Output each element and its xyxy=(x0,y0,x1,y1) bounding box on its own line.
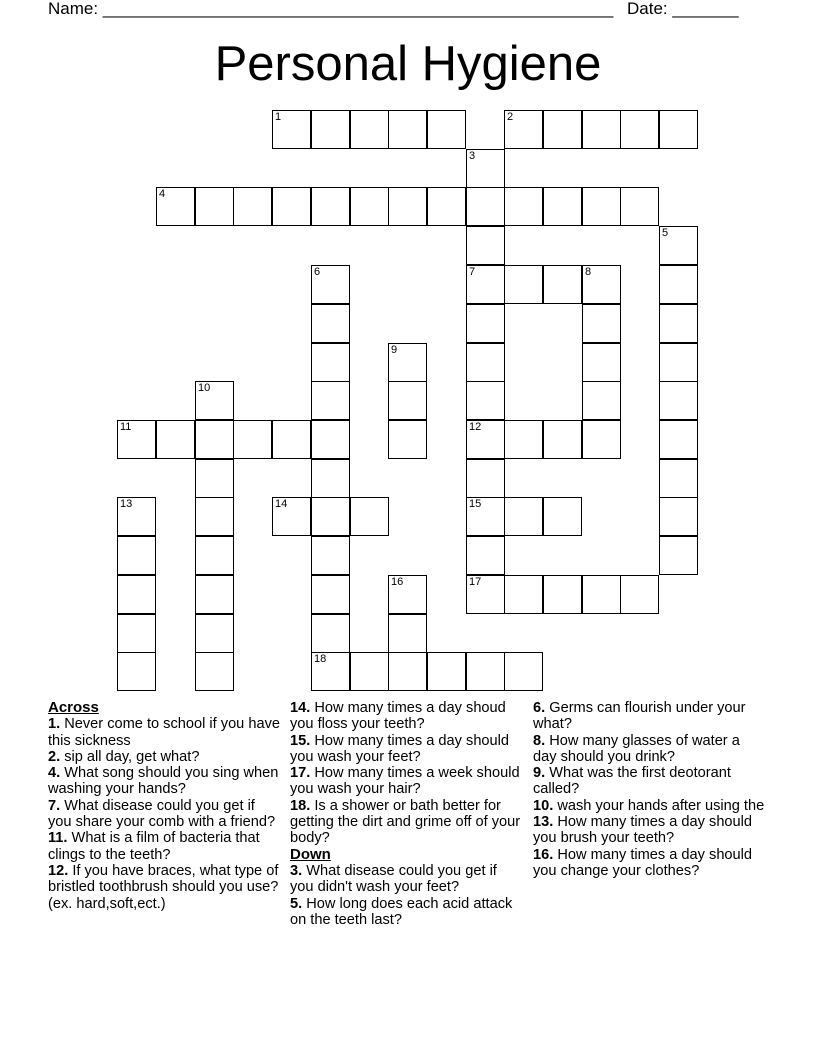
grid-cell[interactable] xyxy=(311,420,350,459)
cell-number: 2 xyxy=(507,111,514,123)
cell-number: 14 xyxy=(275,498,288,510)
clue-across-4: 4. What song should you sing when washing your hands? xyxy=(48,765,279,798)
across-heading: Across xyxy=(48,699,99,716)
name-line: Name: ______________________________________________________ xyxy=(48,0,614,18)
clue-across-11: 11. What is a film of bacteria that clings to the teeth? xyxy=(48,830,260,863)
grid-cell[interactable] xyxy=(466,459,505,498)
grid-cell[interactable] xyxy=(117,536,156,575)
grid-cell[interactable] xyxy=(195,497,234,536)
cell-number: 15 xyxy=(469,498,482,510)
grid-cell[interactable] xyxy=(311,343,350,382)
grid-cell[interactable] xyxy=(272,497,311,536)
grid-cell[interactable] xyxy=(195,614,234,653)
grid-cell[interactable] xyxy=(659,381,698,420)
clue-down-9: 9. What was the first deotorant called? xyxy=(533,765,731,798)
clue-down-3: 3. What disease could you get if you didn't wash your feet? xyxy=(290,862,497,896)
grid-cell[interactable] xyxy=(466,343,505,382)
grid-cell[interactable] xyxy=(543,497,582,536)
page-title: Personal Hygiene xyxy=(214,37,602,91)
grid-cell[interactable] xyxy=(620,575,659,614)
grid-cell[interactable] xyxy=(543,265,582,304)
grid-cell[interactable] xyxy=(311,459,350,498)
cell-number: 17 xyxy=(469,576,482,588)
grid-cell[interactable] xyxy=(504,575,543,614)
clue-across-18: 18. Is a shower or bath better for getting the dirt and grime off of your body? xyxy=(290,797,521,847)
clue-across-12: 12. If you have braces, what type of bristled toothbrush should you use? (ex. hard,soft,ect.) xyxy=(48,862,279,912)
cell-number: 12 xyxy=(469,421,482,433)
date-line: Date: _______ xyxy=(627,0,739,18)
grid-cell[interactable] xyxy=(388,187,427,226)
grid-cell[interactable] xyxy=(659,343,698,382)
clue-across-14: 14. How many times a day shoud you floss your teeth? xyxy=(290,700,506,733)
grid-cell[interactable] xyxy=(504,652,543,691)
grid-cell[interactable] xyxy=(582,304,621,343)
clue-down-5: 5. How long does each acid attack on the teeth last? xyxy=(290,895,513,928)
grid-cell[interactable] xyxy=(272,420,311,459)
grid-cell[interactable] xyxy=(272,187,311,226)
grid-cell[interactable] xyxy=(543,575,582,614)
grid-cell[interactable] xyxy=(466,265,505,304)
grid-cell[interactable] xyxy=(427,187,466,226)
clue-across-2: 2. sip all day, get what? xyxy=(48,748,200,765)
grid-cell[interactable] xyxy=(659,459,698,498)
clue-across-15: 15. How many times a day should you wash your feet? xyxy=(290,732,510,765)
grid-cell[interactable] xyxy=(311,614,350,653)
grid-cell[interactable] xyxy=(311,381,350,420)
grid-cell[interactable] xyxy=(388,110,427,149)
grid-cell[interactable] xyxy=(466,149,505,188)
grid-cell[interactable] xyxy=(466,187,505,226)
grid-cell[interactable] xyxy=(388,614,427,653)
grid-cell[interactable] xyxy=(543,110,582,149)
clue-down-8: 8. How many glasses of water a day should you drink? xyxy=(533,732,740,765)
grid-cell[interactable] xyxy=(659,420,698,459)
grid-cell[interactable] xyxy=(466,536,505,575)
clue-down-16: 16. How many times a day should you change your clothes? xyxy=(533,846,753,879)
grid-cell[interactable] xyxy=(543,420,582,459)
grid-cell[interactable] xyxy=(195,187,234,226)
cell-number: 6 xyxy=(314,266,321,278)
clues-column-1 xyxy=(48,700,280,912)
grid-cell[interactable] xyxy=(659,110,698,149)
cell-number: 13 xyxy=(120,498,133,510)
grid-cell[interactable] xyxy=(504,420,543,459)
grid-cell[interactable] xyxy=(504,187,543,226)
grid-cell[interactable] xyxy=(311,575,350,614)
grid-cell[interactable] xyxy=(311,187,350,226)
grid-cell[interactable] xyxy=(388,381,427,420)
cell-number: 4 xyxy=(159,188,166,200)
cell-number: 9 xyxy=(391,344,398,356)
grid-cell[interactable] xyxy=(466,381,505,420)
clue-across-1: 1. Never come to school if you have this sickness xyxy=(48,716,280,749)
grid-cell[interactable] xyxy=(427,110,466,149)
grid-cell[interactable] xyxy=(311,110,350,149)
grid-cell[interactable] xyxy=(582,110,621,149)
grid-cell[interactable] xyxy=(388,420,427,459)
grid-cell[interactable] xyxy=(504,497,543,536)
cell-number: 1 xyxy=(275,111,282,123)
grid-cell[interactable] xyxy=(156,420,195,459)
grid-cell[interactable] xyxy=(117,420,156,459)
grid-cell[interactable] xyxy=(466,420,505,459)
clues-column-2 xyxy=(290,700,522,928)
grid-cell[interactable] xyxy=(311,536,350,575)
grid-cell[interactable] xyxy=(311,497,350,536)
grid-cell[interactable] xyxy=(195,652,234,691)
grid-cell[interactable] xyxy=(350,497,389,536)
grid-cell[interactable] xyxy=(582,575,621,614)
grid-cell[interactable] xyxy=(117,497,156,536)
grid-cell[interactable] xyxy=(504,110,543,149)
grid-cell[interactable] xyxy=(350,187,389,226)
cell-number: 7 xyxy=(469,266,476,278)
grid-cell[interactable] xyxy=(195,459,234,498)
grid-cell[interactable] xyxy=(466,652,505,691)
grid-cell[interactable] xyxy=(543,187,582,226)
grid-cell[interactable] xyxy=(659,497,698,536)
grid-cell[interactable] xyxy=(466,226,505,265)
grid-cell[interactable] xyxy=(195,420,234,459)
grid-cell[interactable] xyxy=(388,343,427,382)
grid-cell[interactable] xyxy=(659,226,698,265)
grid-cell[interactable] xyxy=(195,536,234,575)
grid-cell[interactable] xyxy=(582,187,621,226)
grid-cell[interactable] xyxy=(620,187,659,226)
grid-cell[interactable] xyxy=(427,652,466,691)
clue-across-7: 7. What disease could you get if you share your comb with a friend? xyxy=(48,797,276,831)
clues-column-3 xyxy=(533,700,765,879)
down-heading: Down xyxy=(290,845,331,863)
grid-cell[interactable] xyxy=(388,652,427,691)
grid-cell[interactable] xyxy=(117,575,156,614)
grid-cell[interactable] xyxy=(117,652,156,691)
clue-down-13: 13. How many times a day should you brush your teeth? xyxy=(533,814,753,847)
grid-cell[interactable] xyxy=(659,304,698,343)
grid-cell[interactable] xyxy=(582,343,621,382)
grid-cell[interactable] xyxy=(272,110,311,149)
clue-across-17: 17. How many times a week should you wash your hair? xyxy=(290,765,520,798)
grid-cell[interactable] xyxy=(659,265,698,304)
grid-cell[interactable] xyxy=(466,575,505,614)
cell-number: 10 xyxy=(198,382,211,394)
cell-number: 5 xyxy=(662,227,669,239)
cell-number: 16 xyxy=(391,576,404,588)
grid-cell[interactable] xyxy=(311,652,350,691)
grid-cell[interactable] xyxy=(350,652,389,691)
grid-cell[interactable] xyxy=(466,304,505,343)
cell-number: 8 xyxy=(585,266,592,278)
cell-number: 3 xyxy=(469,150,476,162)
clue-down-10: 10. wash your hands after using the xyxy=(533,797,765,814)
cell-number: 18 xyxy=(314,653,327,665)
grid-cell[interactable] xyxy=(388,575,427,614)
clue-down-6: 6. Germs can flourish under your what? xyxy=(533,700,746,733)
grid-cell[interactable] xyxy=(582,381,621,420)
grid-cell[interactable] xyxy=(466,497,505,536)
grid-cell[interactable] xyxy=(311,304,350,343)
grid-cell[interactable] xyxy=(156,187,195,226)
cell-number: 11 xyxy=(120,421,132,433)
grid-cell[interactable] xyxy=(195,381,234,420)
grid-cell[interactable] xyxy=(582,420,621,459)
grid-cell[interactable] xyxy=(504,265,543,304)
grid-cell[interactable] xyxy=(233,187,272,226)
grid-cell[interactable] xyxy=(620,110,659,149)
grid-cell[interactable] xyxy=(350,110,389,149)
grid-cell[interactable] xyxy=(659,536,698,575)
grid-cell[interactable] xyxy=(233,420,272,459)
grid-cell[interactable] xyxy=(117,614,156,653)
grid-cell[interactable] xyxy=(195,575,234,614)
grid-cell[interactable] xyxy=(311,265,350,304)
grid-cell[interactable] xyxy=(582,265,621,304)
